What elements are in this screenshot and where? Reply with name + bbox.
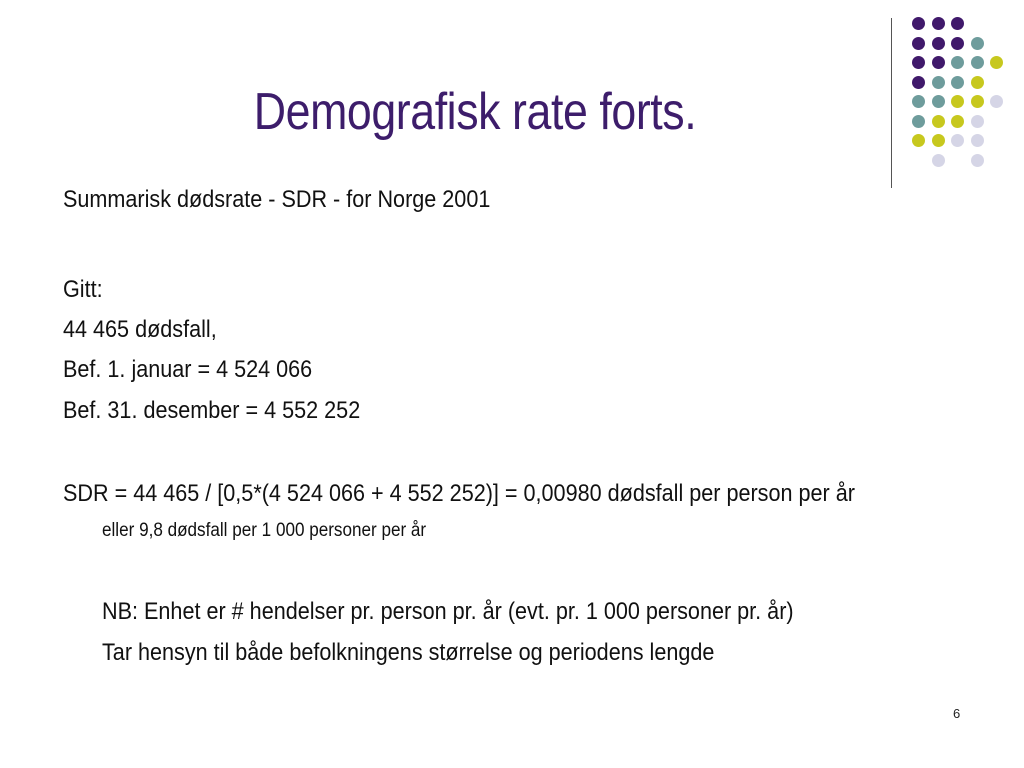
decorative-dot	[932, 76, 945, 89]
decorative-dot	[912, 76, 925, 89]
decorative-dot	[951, 95, 964, 108]
decorative-dot	[932, 134, 945, 147]
decorative-dot	[951, 115, 964, 128]
given-label: Gitt:	[63, 276, 103, 303]
population-december-line: Bef. 31. desember = 4 552 252	[63, 397, 361, 424]
decorative-dot	[912, 134, 925, 147]
decorative-dot	[932, 17, 945, 30]
decorative-dot	[951, 17, 964, 30]
sdr-formula-line: SDR = 44 465 / [0,5*(4 524 066 + 4 552 252)] = 0,00980 dødsfall per person per år	[63, 480, 855, 507]
decorative-dot	[932, 37, 945, 50]
decorative-dot	[971, 76, 984, 89]
decorative-dot	[951, 76, 964, 89]
decorative-dot	[971, 95, 984, 108]
decorative-divider	[891, 18, 892, 188]
decorative-dot	[971, 134, 984, 147]
slide-title: Demografisk rate forts.	[253, 83, 697, 141]
decorative-dot	[912, 56, 925, 69]
decorative-dot	[971, 56, 984, 69]
decorative-dot	[951, 134, 964, 147]
decorative-dot	[912, 37, 925, 50]
decorative-dot	[912, 17, 925, 30]
decorative-dot	[951, 56, 964, 69]
decorative-dot	[990, 56, 1003, 69]
page-number: 6	[953, 706, 961, 721]
decorative-dot	[932, 154, 945, 167]
decorative-dot	[951, 37, 964, 50]
population-january-line: Bef. 1. januar = 4 524 066	[63, 356, 313, 383]
unit-note-line: NB: Enhet er # hendelser pr. person pr. år (evt. pr. 1 000 personer pr. år)	[102, 598, 794, 625]
sdr-per-thousand-line: eller 9,8 dødsfall per 1 000 personer per år	[102, 520, 427, 541]
decorative-dot	[932, 95, 945, 108]
decorative-dot	[971, 115, 984, 128]
decorative-dot	[912, 95, 925, 108]
decorative-dot	[932, 115, 945, 128]
decorative-dot	[912, 115, 925, 128]
decorative-dot	[971, 154, 984, 167]
deaths-line: 44 465 dødsfall,	[63, 316, 217, 343]
decorative-dot	[971, 37, 984, 50]
subtitle: Summarisk dødsrate - SDR - for Norge 2001	[63, 186, 491, 213]
consideration-note-line: Tar hensyn til både befolkningens størrelse og periodens lengde	[102, 639, 715, 666]
decorative-dot	[990, 95, 1003, 108]
decorative-dot	[932, 56, 945, 69]
